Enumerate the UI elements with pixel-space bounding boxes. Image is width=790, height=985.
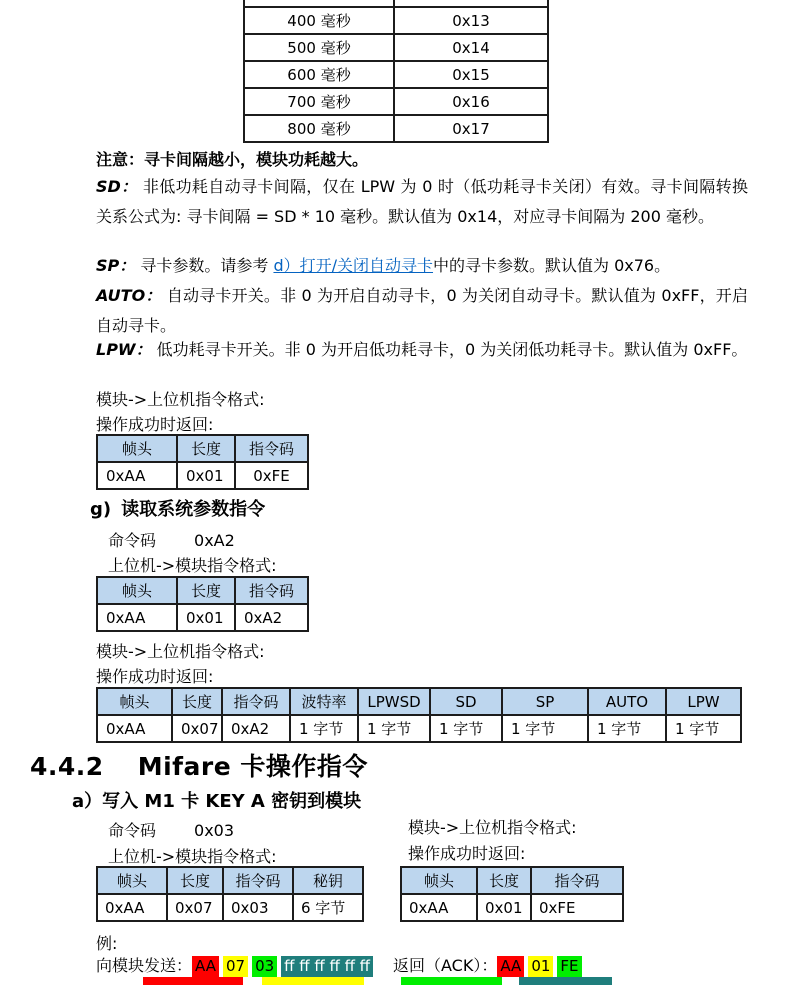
value-cell: 1 字节	[358, 715, 430, 742]
value-cell: 0xAA	[97, 715, 172, 742]
table-header-row	[97, 435, 308, 462]
header-cell: 长度	[172, 688, 222, 715]
header-cell: SD	[430, 688, 502, 715]
ack-label: 返回（ACK）：	[393, 956, 498, 975]
module-format-line: 模块->上位机指令格式:	[96, 390, 265, 409]
interval-cell: 700 毫秒	[244, 88, 394, 115]
header-cell: 长度	[167, 867, 223, 894]
send-byte-command: 03	[252, 956, 277, 977]
table-row	[97, 894, 363, 921]
auto-text: 自动寻卡开关。非 0 为开启自动寻卡，0 为关闭自动寻卡。默认值为 0xFF，开启自动寻卡。	[96, 286, 748, 335]
value-cell: 0xFE	[531, 894, 623, 921]
host-format-line: 上位机->模块指令格式:	[108, 847, 277, 866]
sp-text-after: 中的寻卡参数。默认值为 0x76。	[433, 256, 671, 275]
header-cell: 长度	[177, 577, 235, 604]
section-title: 读取系统参数指令	[121, 499, 266, 520]
table-header-row	[97, 867, 363, 894]
ack-byte-length: 01	[528, 956, 553, 977]
note-line: 注意：寻卡间隔越小，模块功耗越大。	[96, 150, 369, 169]
sp-text-before: 寻卡参数。请参考	[140, 256, 274, 275]
value-cell: 0x03	[223, 894, 293, 921]
return-success-line: 操作成功时返回:	[96, 415, 214, 434]
header-cell: 波特率	[290, 688, 358, 715]
table-row	[244, 88, 548, 115]
header-cell: LPW	[666, 688, 741, 715]
host-format-line: 上位机->模块指令格式:	[108, 556, 277, 575]
header-cell: LPWSD	[358, 688, 430, 715]
header-cell: 指令码	[235, 577, 308, 604]
header-cell: 秘钥	[293, 867, 363, 894]
table-row	[97, 604, 308, 631]
module-format-line: 模块->上位机指令格式:	[408, 818, 577, 837]
example-send-line	[96, 953, 586, 979]
header-cell: 指令码	[223, 867, 293, 894]
header-cell: 长度	[177, 435, 235, 462]
code-cell: 0x14	[394, 34, 548, 61]
header-cell: 帧头	[97, 867, 167, 894]
send-byte-length: 07	[223, 956, 248, 977]
highlight-fragment-red	[143, 977, 243, 985]
value-cell: 1 字节	[502, 715, 588, 742]
value-cell: 0x07	[172, 715, 222, 742]
sp-label: SP：	[96, 256, 136, 275]
table-header-row	[97, 688, 741, 715]
command-code-value: 0x03	[194, 821, 235, 840]
sd-paragraph	[96, 172, 748, 232]
ack-byte-header: AA	[497, 956, 524, 977]
ack-byte-command: FE	[557, 956, 581, 977]
table-row	[97, 715, 741, 742]
section-number: 4.4.2	[30, 752, 104, 781]
section-letter: g)	[90, 499, 112, 520]
section-442-heading	[30, 747, 368, 783]
interval-cell: 800 毫秒	[244, 115, 394, 142]
table-row	[244, 115, 548, 142]
value-cell: 0xAA	[97, 604, 177, 631]
value-cell: 1 字节	[588, 715, 666, 742]
lpw-paragraph	[96, 335, 748, 365]
sys-read-request-table	[96, 576, 309, 632]
sd-label: SD：	[96, 177, 138, 196]
command-code-value: 0xA2	[194, 531, 235, 550]
module-format-line: 模块->上位机指令格式:	[96, 642, 265, 661]
value-cell: 0xAA	[97, 894, 167, 921]
code-cell: 0x13	[394, 7, 548, 34]
table-row	[401, 894, 623, 921]
table-header-row	[401, 867, 623, 894]
highlight-fragment-green	[401, 977, 502, 985]
ack-response-table	[96, 434, 309, 490]
value-cell: 0xFE	[235, 462, 308, 489]
code-cell: 0x16	[394, 88, 548, 115]
auto-label: AUTO：	[96, 286, 162, 305]
interval-table-cut-row	[244, 0, 548, 7]
header-cell: 帧头	[97, 577, 177, 604]
header-cell: AUTO	[588, 688, 666, 715]
highlight-fragment-teal	[519, 977, 612, 985]
send-byte-key: ff ff ff ff ff ff	[281, 956, 373, 977]
header-cell: 指令码	[235, 435, 308, 462]
subsection-a-heading: a）写入 M1 卡 KEY A 密钥到模块	[72, 791, 362, 812]
command-code-line	[108, 818, 234, 844]
header-cell: 指令码	[531, 867, 623, 894]
header-cell: 帧头	[97, 688, 172, 715]
value-cell: 0x01	[477, 894, 531, 921]
header-cell: 指令码	[222, 688, 290, 715]
value-cell: 0xAA	[97, 462, 177, 489]
command-code-label: 命令码	[108, 821, 157, 840]
code-cell: 0x15	[394, 61, 548, 88]
highlight-fragment-yellow	[262, 977, 364, 985]
sp-paragraph	[96, 251, 748, 281]
header-cell: 帧头	[97, 435, 177, 462]
table-row	[244, 61, 548, 88]
command-code-line	[108, 528, 235, 554]
header-cell: 帧头	[401, 867, 477, 894]
table-row	[244, 7, 548, 34]
command-code-label: 命令码	[108, 531, 157, 550]
mifare-request-table	[96, 866, 364, 922]
code-cell: 0x17	[394, 115, 548, 142]
value-cell: 0xAA	[401, 894, 477, 921]
sys-read-response-table	[96, 687, 742, 743]
mifare-response-table	[400, 866, 624, 922]
value-cell: 0x07	[167, 894, 223, 921]
interval-cell: 600 毫秒	[244, 61, 394, 88]
auto-paragraph	[96, 281, 748, 341]
value-cell: 0x01	[177, 604, 235, 631]
sd-text: 非低功耗自动寻卡间隔，仅在 LPW 为 0 时（低功耗寻卡关闭）有效。寻卡间隔转换关系公式为: 寻卡间隔 = SD * 10 毫秒。默认值为 0x14，对应寻卡间隔为 200 毫秒。	[96, 177, 748, 226]
table-row	[97, 462, 308, 489]
value-cell: 1 字节	[290, 715, 358, 742]
value-cell: 0xA2	[235, 604, 308, 631]
value-cell: 1 字节	[430, 715, 502, 742]
header-cell: 长度	[477, 867, 531, 894]
value-cell: 1 字节	[666, 715, 741, 742]
send-byte-header: AA	[192, 956, 219, 977]
interval-cell: 400 毫秒	[244, 7, 394, 34]
auto-seek-link[interactable]: d）打开/关闭自动寻卡	[273, 256, 434, 275]
return-success-line: 操作成功时返回:	[96, 667, 214, 686]
interval-cell: 500 毫秒	[244, 34, 394, 61]
value-cell: 0xA2	[222, 715, 290, 742]
interval-code-table	[243, 0, 549, 143]
return-success-line: 操作成功时返回:	[408, 844, 526, 863]
header-cell: SP	[502, 688, 588, 715]
section-title: Mifare 卡操作指令	[137, 752, 368, 781]
table-header-row	[97, 577, 308, 604]
table-row	[244, 34, 548, 61]
value-cell: 6 字节	[293, 894, 363, 921]
section-g-heading	[90, 495, 265, 521]
send-label: 向模块发送：	[96, 956, 193, 975]
example-label: 例:	[96, 934, 118, 953]
value-cell: 0x01	[177, 462, 235, 489]
lpw-text: 低功耗寻卡开关。非 0 为开启低功耗寻卡，0 为关闭低功耗寻卡。默认值为 0xFF。	[156, 340, 748, 359]
lpw-label: LPW：	[96, 340, 152, 359]
